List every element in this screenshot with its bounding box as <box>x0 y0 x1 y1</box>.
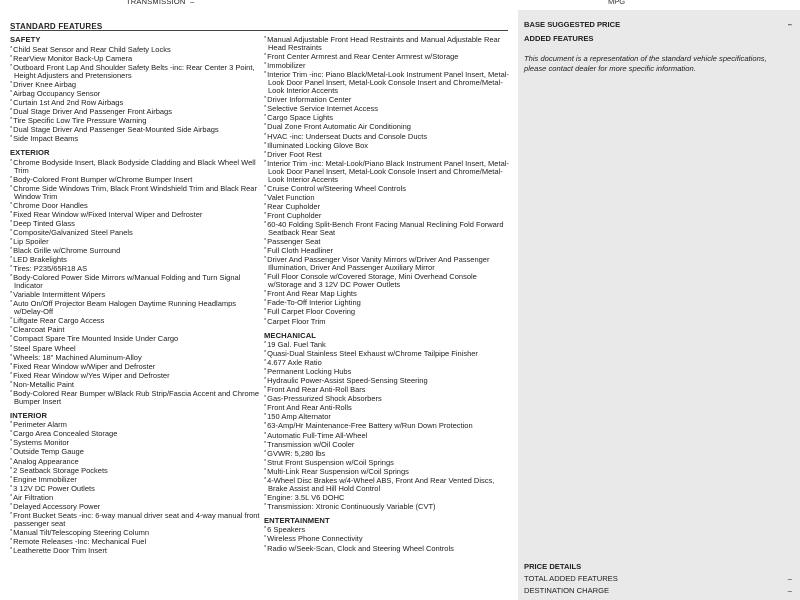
feature-item: * Manual Tilt/Telescoping Steering Column <box>10 528 260 537</box>
feature-list <box>264 525 512 552</box>
feature-item: * Strut Front Suspension w/Coil Springs <box>264 458 512 467</box>
standard-features-panel <box>0 10 518 600</box>
section-title: SAFETY <box>10 35 41 44</box>
feature-item: * Immobilizer <box>264 61 512 70</box>
feature-item: * Transmission: Xtronic Continuously Variable (CVT) <box>264 502 512 511</box>
feature-item: * Front Center Armrest and Rear Center Armrest w/Storage <box>264 52 512 61</box>
price-details-row <box>524 562 792 571</box>
feature-item: * Driver Knee Airbag <box>10 80 260 89</box>
feature-item: * Fixed Rear Window w/Fixed Interval Wiper and Defroster <box>10 210 260 219</box>
feature-item: * Analog Appearance <box>10 457 260 466</box>
feature-item: * Outboard Front Lap And Shoulder Safety Belts -inc: Rear Center 3 Point, Height Adjusters and Pretensioners <box>10 63 260 80</box>
feature-item: * Auto On/Off Projector Beam Halogen Daytime Running Headlamps w/Delay-Off <box>10 299 260 316</box>
feature-item: * Dual Stage Driver And Passenger Front Airbags <box>10 107 260 116</box>
feature-list <box>264 35 512 326</box>
feature-item: * Full Cloth Headliner <box>264 246 512 255</box>
feature-list <box>10 158 260 406</box>
feature-item: * RearView Monitor Back-Up Camera <box>10 54 260 63</box>
feature-item: * 3 12V DC Power Outlets <box>10 484 260 493</box>
feature-item: * Steel Spare Wheel <box>10 344 260 353</box>
feature-item: * Child Seat Sensor and Rear Child Safety Locks <box>10 45 260 54</box>
feature-item: * Tires: P235/65R18 AS <box>10 264 260 273</box>
feature-item: * Curtain 1st And 2nd Row Airbags <box>10 98 260 107</box>
feature-list <box>10 45 260 144</box>
feature-item: * 4.677 Axle Ratio <box>264 358 512 367</box>
feature-item: * Front And Rear Anti-Roll Bars <box>264 385 512 394</box>
feature-list <box>264 340 512 511</box>
feature-item: * Hydraulic Power-Assist Speed-Sensing Steering <box>264 376 512 385</box>
feature-item: * Multi-Link Rear Suspension w/Coil Springs <box>264 467 512 476</box>
feature-item: * LED Brakelights <box>10 255 260 264</box>
feature-item: * Front And Rear Anti-Rolls <box>264 403 512 412</box>
feature-item: * Front And Rear Map Lights <box>264 289 512 298</box>
feature-item: * Cargo Area Concealed Storage <box>10 429 260 438</box>
feature-item: * Interior Trim -inc: Piano Black/Metal-Look Instrument Panel Insert, Metal-Look Door Panel Insert, Metal-Look Console Insert and Chrome/Metal-Look Interior Accents <box>264 70 512 95</box>
feature-item: * 60-40 Folding Split-Bench Front Facing Manual Reclining Fold Forward Seatback Rear Seat <box>264 220 512 237</box>
feature-item: * Composite/Galvanized Steel Panels <box>10 228 260 237</box>
feature-item: * Systems Monitor <box>10 438 260 447</box>
feature-item: * Outside Temp Gauge <box>10 447 260 456</box>
feature-item: * Fade-To-Off Interior Lighting <box>264 298 512 307</box>
feature-item: * Chrome Side Windows Trim, Black Front Windshield Trim and Black Rear Window Trim <box>10 184 260 201</box>
mpg-label: MPG <box>608 0 626 6</box>
feature-item: * Dual Zone Front Automatic Air Conditioning <box>264 122 512 131</box>
feature-item: * Tire Specific Low Tire Pressure Warning <box>10 116 260 125</box>
price-sidebar <box>518 10 800 600</box>
transmission-value: – <box>190 0 195 6</box>
feature-item: * 19 Gal. Fuel Tank <box>264 340 512 349</box>
feature-item: * Non-Metallic Paint <box>10 380 260 389</box>
total-added-value: – <box>787 574 792 583</box>
feature-item: * 4-Wheel Disc Brakes w/4-Wheel ABS, Front And Rear Vented Discs, Brake Assist and Hill Hold Control <box>264 476 512 493</box>
feature-item: * Delayed Accessory Power <box>10 502 260 511</box>
feature-item: * Gas-Pressurized Shock Absorbers <box>264 394 512 403</box>
feature-item: * Manual Adjustable Front Head Restraints and Manual Adjustable Rear Head Restraints <box>264 35 512 52</box>
feature-item: * Wireless Phone Connectivity <box>264 534 512 543</box>
feature-item: * Illuminated Locking Glove Box <box>264 141 512 150</box>
feature-item: * Side Impact Beams <box>10 134 260 143</box>
feature-item: * Wheels: 18" Machined Aluminum-Alloy <box>10 353 260 362</box>
standard-features-header: STANDARD FEATURES <box>10 22 103 31</box>
feature-item: * Air Filtration <box>10 493 260 502</box>
transmission-label: TRANSMISSION <box>126 0 186 6</box>
section-title: MECHANICAL <box>264 330 317 340</box>
feature-item: * Driver And Passenger Visor Vanity Mirrors w/Driver And Passenger Illumination, Driver And Passenger Auxiliary Mirror <box>264 255 512 272</box>
feature-item: * Selective Service Internet Access <box>264 104 512 113</box>
feature-item: * 63-Amp/Hr Maintenance-Free Battery w/Run Down Protection <box>264 421 512 430</box>
total-added-row <box>524 574 792 583</box>
feature-item: * Carpet Floor Trim <box>264 317 512 326</box>
base-price-row <box>524 20 792 29</box>
feature-item: * Perimeter Alarm <box>10 420 260 429</box>
feature-item: * HVAC -inc: Underseat Ducts and Console Ducts <box>264 132 512 141</box>
feature-item: * Automatic Full-Time All-Wheel <box>264 431 512 440</box>
feature-item: * Clearcoat Paint <box>10 325 260 334</box>
feature-item: * Full Carpet Floor Covering <box>264 307 512 316</box>
feature-item: * Fixed Rear Window w/Wiper and Defroster <box>10 362 260 371</box>
total-added-label: TOTAL ADDED FEATURES <box>524 574 618 583</box>
feature-item: * Cruise Control w/Steering Wheel Controls <box>264 184 512 193</box>
feature-item: * Front Cupholder <box>264 211 512 220</box>
transmission-row <box>126 0 194 6</box>
feature-item: * Quasi-Dual Stainless Steel Exhaust w/Chrome Tailpipe Finisher <box>264 349 512 358</box>
feature-item: * Body-Colored Rear Bumper w/Black Rub Strip/Fascia Accent and Chrome Bumper Insert <box>10 389 260 406</box>
feature-item: * Leatherette Door Trim Insert <box>10 546 260 555</box>
feature-item: * Radio w/Seek-Scan, Clock and Steering Wheel Controls <box>264 544 512 553</box>
feature-item: * Driver Information Center <box>264 95 512 104</box>
feature-item: * Black Grille w/Chrome Surround <box>10 246 260 255</box>
feature-item: * Variable Intermittent Wipers <box>10 290 260 299</box>
price-details-label: PRICE DETAILS <box>524 562 582 571</box>
feature-item: * Body-Colored Front Bumper w/Chrome Bumper Insert <box>10 175 260 184</box>
feature-item: * Compact Spare Tire Mounted Inside Under Cargo <box>10 334 260 343</box>
feature-item: * Cargo Space Lights <box>264 113 512 122</box>
feature-item: * Deep Tinted Glass <box>10 219 260 228</box>
base-price-label: BASE SUGGESTED PRICE <box>524 20 621 29</box>
destination-value: – <box>787 586 792 595</box>
feature-item: * Lip Spoiler <box>10 237 260 246</box>
destination-row <box>524 586 792 595</box>
feature-item: * GVWR: 5,280 lbs <box>264 449 512 458</box>
feature-item: * Full Floor Console w/Covered Storage, Mini Overhead Console w/Storage and 3 12V DC Power Outlets <box>264 272 512 289</box>
feature-item: * Chrome Door Handles <box>10 201 260 210</box>
feature-item: * Engine: 3.5L V6 DOHC <box>264 493 512 502</box>
destination-label: DESTINATION CHARGE <box>524 586 610 595</box>
feature-item: * Liftgate Rear Cargo Access <box>10 316 260 325</box>
added-features-row <box>524 34 792 43</box>
feature-item: * Driver Foot Rest <box>264 150 512 159</box>
top-strip <box>0 0 800 10</box>
disclaimer-note: This document is a representation of the standard vehicle specifications, please contact dealer for more specific information. <box>524 54 767 73</box>
feature-item: * 2 Seatback Storage Pockets <box>10 466 260 475</box>
feature-item: * Body-Colored Power Side Mirrors w/Manual Folding and Turn Signal Indicator <box>10 273 260 290</box>
header-divider <box>10 30 508 31</box>
feature-item: * Passenger Seat <box>264 237 512 246</box>
features-column-right <box>264 35 512 553</box>
feature-item: * Rear Cupholder <box>264 202 512 211</box>
feature-item: * Interior Trim -inc: Metal-Look/Piano Black Instrument Panel Insert, Metal-Look Door Panel Insert, Metal-Look Console Insert and Chrome/Metal-Look Interior Accents <box>264 159 512 184</box>
feature-item: * Chrome Bodyside Insert, Black Bodyside Cladding and Black Wheel Well Trim <box>10 158 260 175</box>
feature-item: * Remote Releases -Inc: Mechanical Fuel <box>10 537 260 546</box>
section-title: INTERIOR <box>10 410 48 420</box>
feature-item: * Permanent Locking Hubs <box>264 367 512 376</box>
section-title: EXTERIOR <box>10 148 50 158</box>
feature-item: * Valet Function <box>264 193 512 202</box>
feature-item: * 6 Speakers <box>264 525 512 534</box>
feature-item: * Airbag Occupancy Sensor <box>10 89 260 98</box>
feature-item: * Dual Stage Driver And Passenger Seat-Mounted Side Airbags <box>10 125 260 134</box>
features-column-left <box>10 35 260 555</box>
feature-item: * 150 Amp Alternator <box>264 412 512 421</box>
feature-list <box>10 420 260 555</box>
base-price-value: – <box>787 20 792 29</box>
feature-item: * Transmission w/Oil Cooler <box>264 440 512 449</box>
section-title: ENTERTAINMENT <box>264 515 330 525</box>
feature-item: * Front Bucket Seats -inc: 6-way manual driver seat and 4-way manual front passenger seat <box>10 511 260 528</box>
added-features-label: ADDED FEATURES <box>524 34 594 43</box>
feature-item: * Engine Immobilizer <box>10 475 260 484</box>
feature-item: * Fixed Rear Window w/Yes Wiper and Defroster <box>10 371 260 380</box>
